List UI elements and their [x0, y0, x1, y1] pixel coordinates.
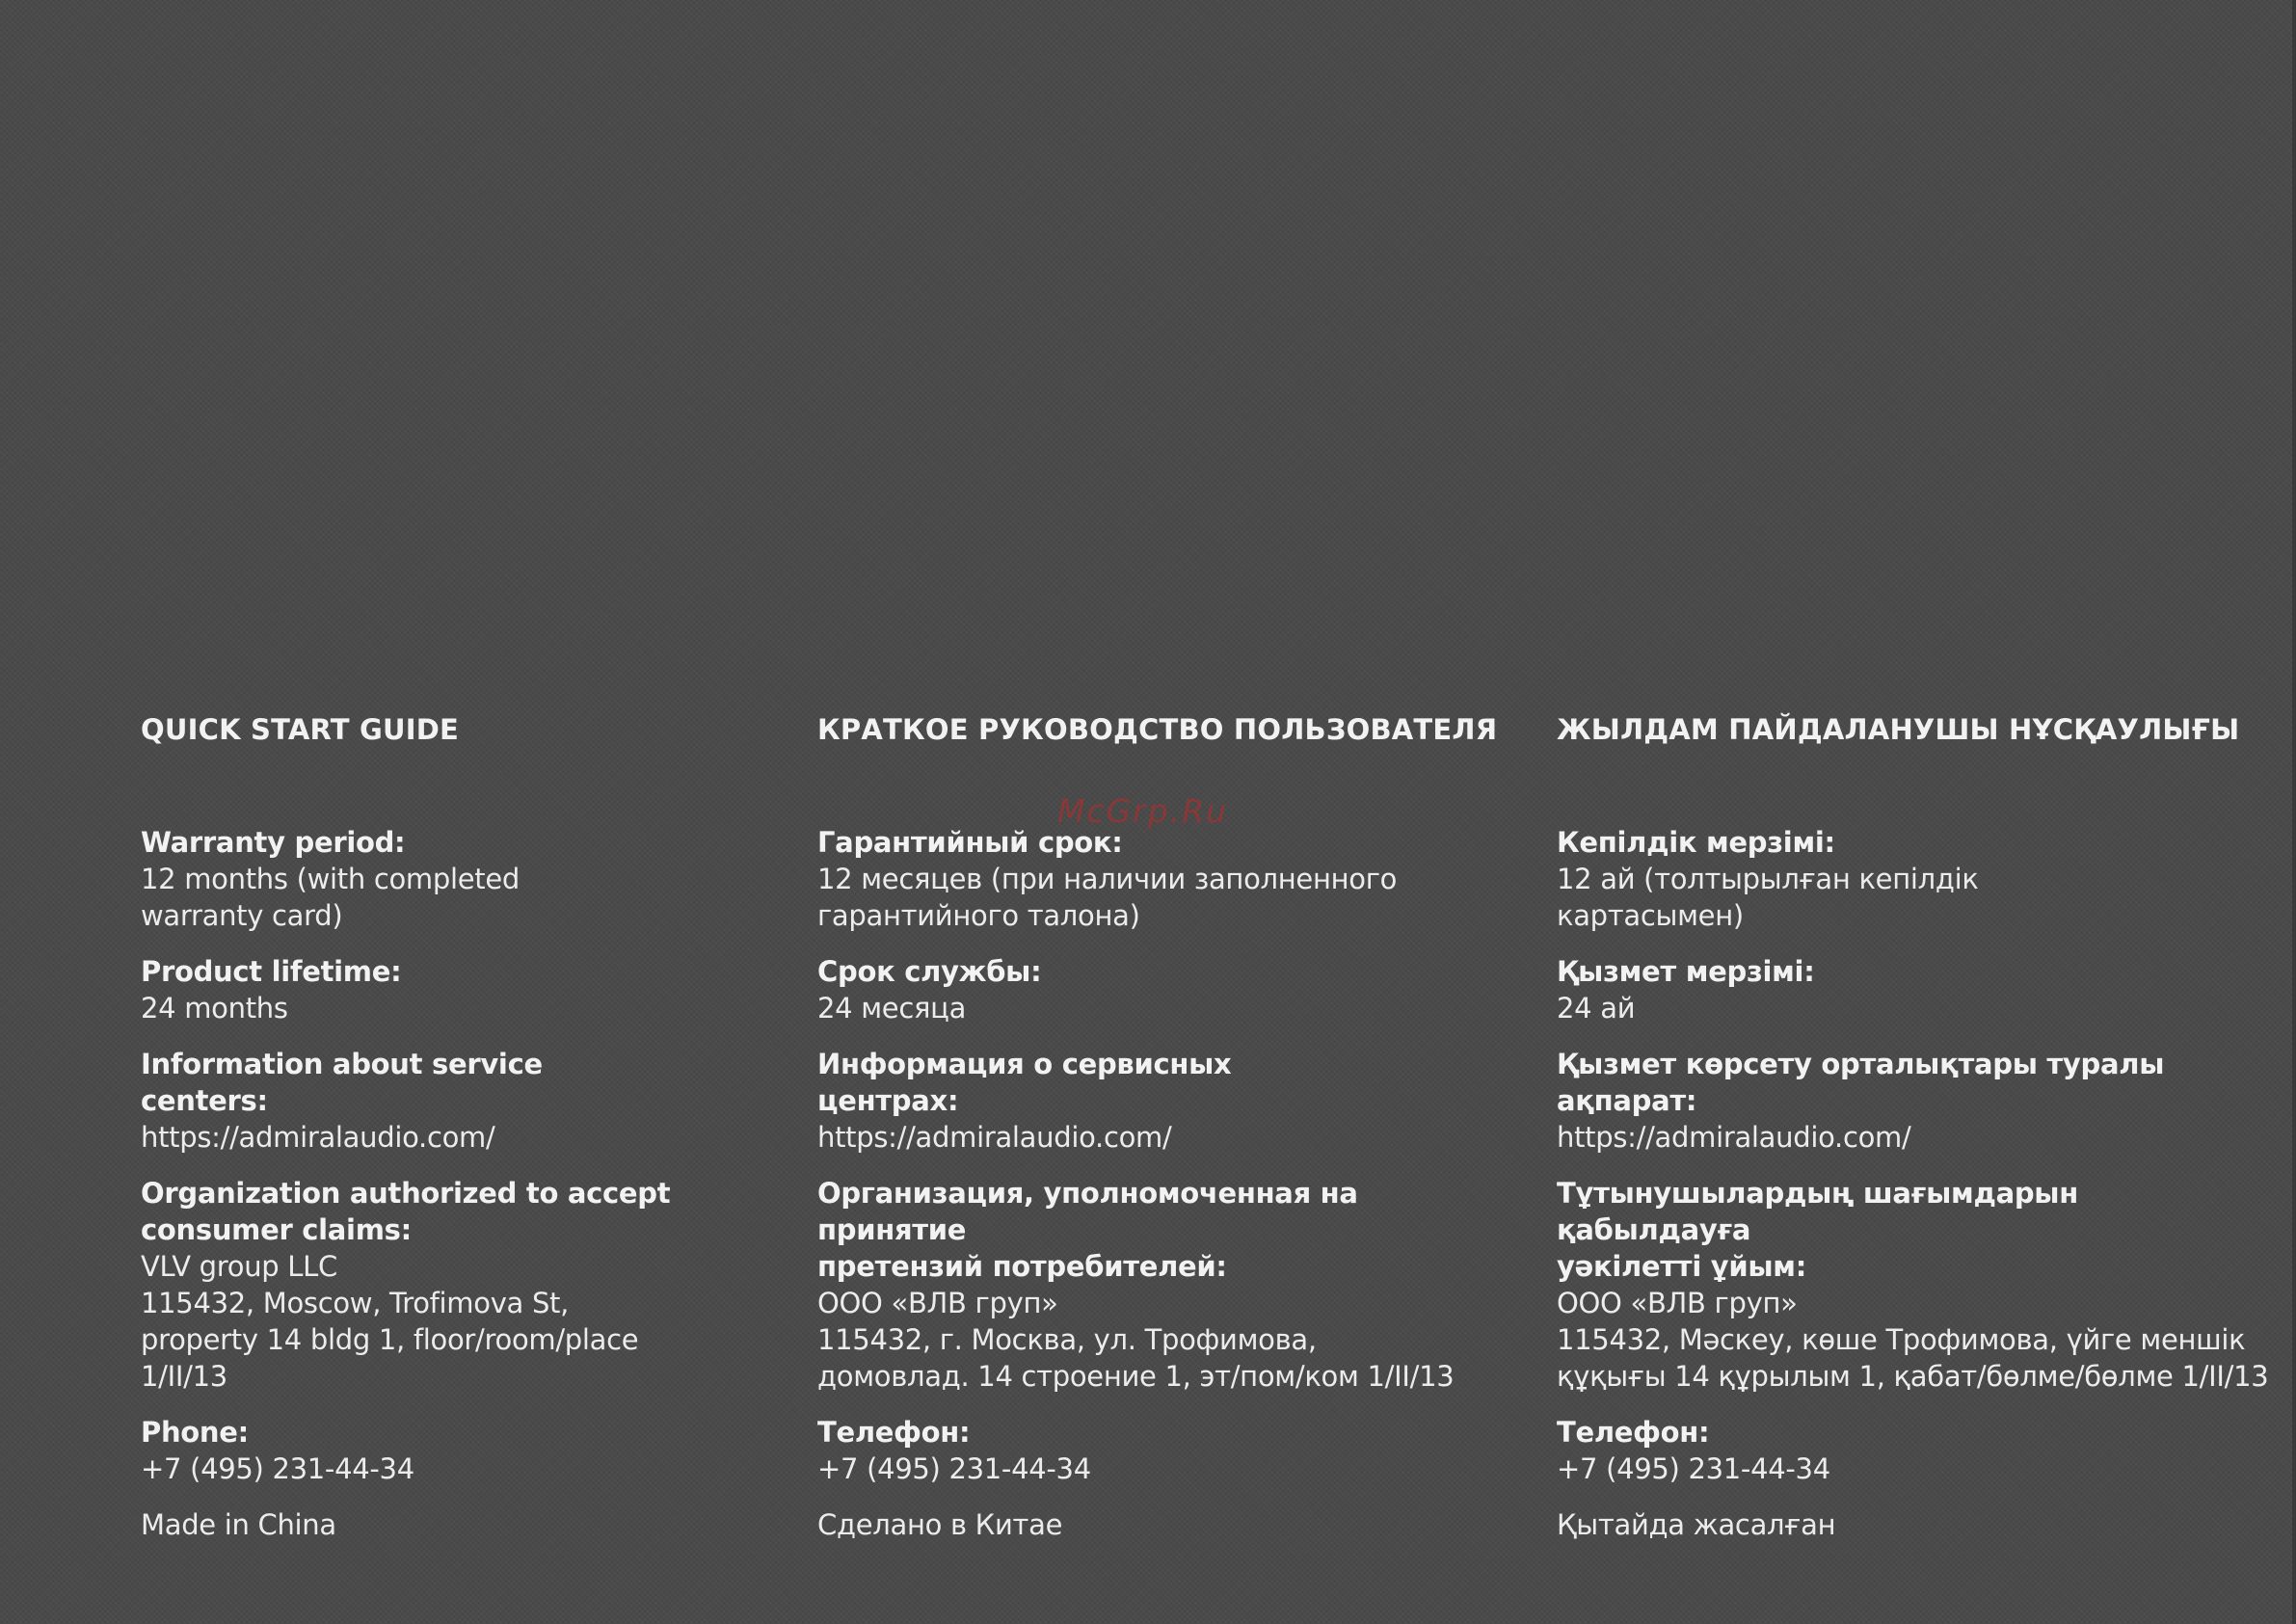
- lifetime-value: 24 ай: [1557, 992, 1636, 1025]
- lifetime-block: [141, 953, 681, 1026]
- service-centers-block: [1557, 1046, 2270, 1156]
- lifetime-label: Қызмет мерзімі:: [1557, 955, 1815, 988]
- phone-label: Phone:: [141, 1416, 249, 1449]
- organization-value: ООО «ВЛВ груп» 115432, Мәскеу, көше Трофимова, үйге меншік құқығы 14 құрылым 1, қабат/бөлме/бөлме 1/II/13: [1557, 1287, 2269, 1393]
- phone-value: +7 (495) 231-44-34: [1557, 1452, 1830, 1485]
- warranty-value: 12 месяцев (при наличии заполненного гарантийного талона): [817, 863, 1398, 932]
- warranty-value: 12 months (with completed warranty card): [141, 863, 520, 932]
- service-centers-label: Information about service centers:: [141, 1048, 543, 1117]
- column-title: QUICK START GUIDE: [141, 713, 460, 746]
- phone-label: Телефон:: [1557, 1416, 1710, 1449]
- warranty-block: [1557, 824, 2270, 934]
- phone-block: [1557, 1414, 2270, 1487]
- service-centers-label: Информация о сервисных центрах:: [817, 1048, 1232, 1117]
- service-centers-block: [817, 1046, 1492, 1156]
- made-in: Made in China: [141, 1508, 336, 1541]
- lifetime-block: [817, 953, 1492, 1026]
- lifetime-value: 24 months: [141, 992, 288, 1025]
- made-in: Қытайда жасалған: [1557, 1508, 1836, 1541]
- phone-value: +7 (495) 231-44-34: [817, 1452, 1091, 1485]
- warranty-label: Warranty period:: [141, 826, 406, 859]
- page-edge: [2292, 0, 2296, 1624]
- organization-block: [141, 1175, 681, 1395]
- organization-label: Тұтынушылардың шағымдарын қабылдауға уәкілетті ұйым:: [1557, 1177, 2078, 1283]
- warranty-label: Гарантийный срок:: [817, 826, 1123, 859]
- organization-value: VLV group LLC 115432, Moscow, Trofimova St, property 14 bldg 1, floor/room/place 1/II/13: [141, 1250, 639, 1393]
- warranty-label: Кепілдік мерзімі:: [1557, 826, 1835, 859]
- organization-value: ООО «ВЛВ груп» 115432, г. Москва, ул. Трофимова, домовлад. 14 строение 1, эт/пом/ком 1/II/13: [817, 1287, 1455, 1393]
- watermark: McGrp.Ru: [1057, 792, 1229, 830]
- warranty-block: [817, 824, 1492, 934]
- service-centers-label: Қызмет көрсету орталықтары туралы ақпарат:: [1557, 1048, 2165, 1117]
- service-centers-link[interactable]: https://admiralaudio.com/: [1557, 1121, 1911, 1154]
- organization-block: [1557, 1175, 2270, 1395]
- made-in: Сделано в Китае: [817, 1508, 1063, 1541]
- phone-label: Телефон:: [817, 1416, 971, 1449]
- service-centers-link[interactable]: https://admiralaudio.com/: [141, 1121, 495, 1154]
- lifetime-block: [1557, 953, 2270, 1026]
- warranty-value: 12 ай (толтырылған кепілдік картасымен): [1557, 863, 1979, 932]
- column-title: ЖЫЛДАМ ПАЙДАЛАНУШЫ НҰСҚАУЛЫҒЫ: [1557, 713, 2240, 746]
- lifetime-value: 24 месяца: [817, 992, 967, 1025]
- lifetime-label: Срок службы:: [817, 955, 1042, 988]
- service-centers-link[interactable]: https://admiralaudio.com/: [817, 1121, 1172, 1154]
- column-english: [141, 711, 681, 1543]
- lifetime-label: Product lifetime:: [141, 955, 402, 988]
- phone-block: [817, 1414, 1492, 1487]
- column-kazakh: [1557, 711, 2270, 1543]
- organization-block: [817, 1175, 1492, 1395]
- column-russian: [817, 711, 1498, 1543]
- organization-label: Organization authorized to accept consumer claims:: [141, 1177, 671, 1246]
- service-centers-block: [141, 1046, 681, 1156]
- organization-label: Организация, уполномоченная на принятие претензий потребителей:: [817, 1177, 1358, 1283]
- column-title: КРАТКОЕ РУКОВОДСТВО ПОЛЬЗОВАТЕЛЯ: [817, 713, 1498, 746]
- phone-value: +7 (495) 231-44-34: [141, 1452, 414, 1485]
- warranty-block: [141, 824, 681, 934]
- phone-block: [141, 1414, 681, 1487]
